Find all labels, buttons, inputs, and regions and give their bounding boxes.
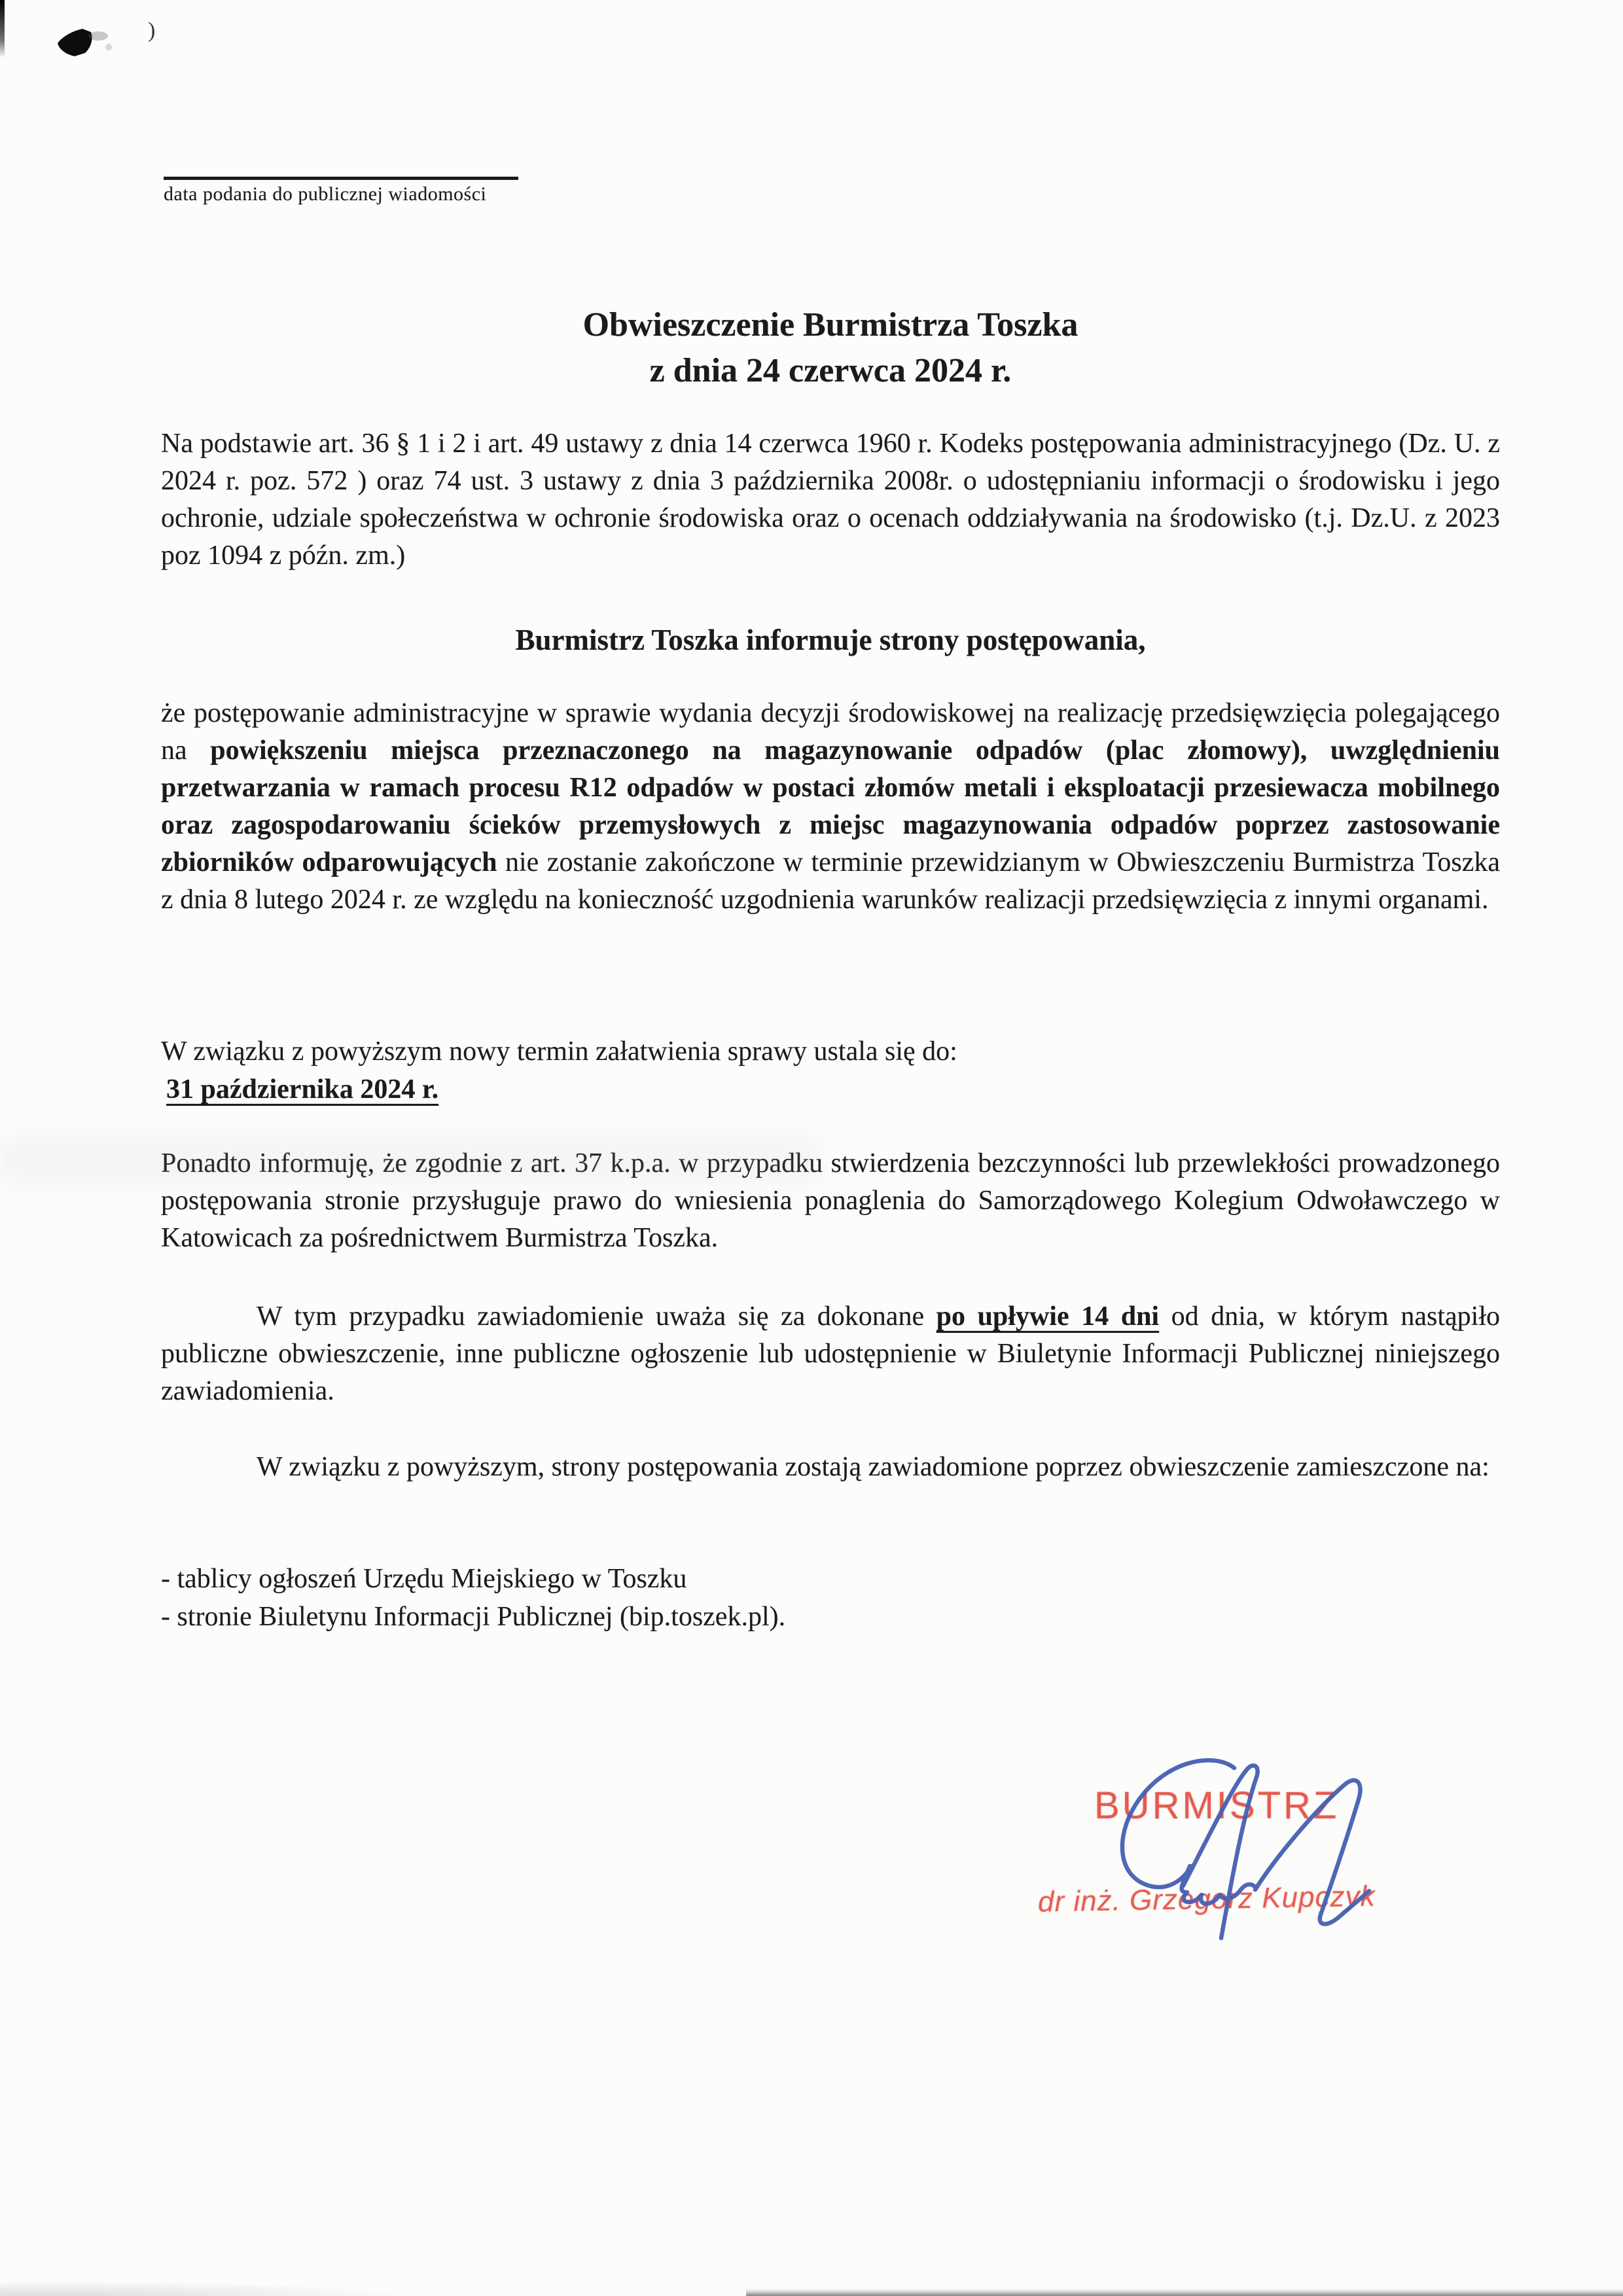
scan-bottom-smudge-left	[0, 2279, 458, 2296]
deadline-intro: W związku z powyższym nowy termin załatwienia sprawy ustala się do:	[161, 1036, 957, 1067]
main-information-paragraph	[161, 695, 1500, 919]
main-paragraph-tail: nie zostanie zakończone w terminie przewidzianym w Obwieszczeniu Burmistrza Toszka z dnia 8 lutego 2024 r. ze względu na konieczność uzgodnienia warunków realizacji przedsięwzięcia z innymi organami.	[161, 847, 1501, 915]
publication-places-list	[161, 1560, 1500, 1636]
project-description-bold: powiększeniu miejsca przeznaczonego na magazynowanie odpadów (plac złomowy), uwzględnieniu przetwarzania w ramach procesu R12 odpadów w postaci złomów metali i eksploatacji przesiewacza mobilnego oraz zagospodarowaniu ścieków przemysłowych z miejsc magazynowania odpadów poprzez zastosowanie zbiorników odparowujących	[161, 735, 1500, 877]
list-item: - tablicy ogłoszeń Urzędu Miejskiego w Toszku	[161, 1564, 687, 1594]
publication-date-field	[164, 177, 518, 205]
new-deadline-paragraph	[161, 1033, 1500, 1108]
announcement-subtitle: Burmistrz Toszka informuje strony postępowania,	[515, 624, 1146, 656]
handwritten-signature-ink	[1099, 1754, 1387, 1950]
legal-basis-paragraph: Na podstawie art. 36 § 1 i 2 i art. 49 ustawy z dnia 14 czerwca 1960 r. Kodeks postępowania administracyjnego (Dz. U. z 2024 r. poz. 572 ) oraz 74 ust. 3 ustawy z dnia 3 października 2008r. o udostępnianiu informacji o środowisku i jego ochronie, udziale społeczeństwa w ochronie środowiska oraz o ocenach oddziaływania na środowisko (t.j. Dz.U. z 2023 poz 1094 z późn. zm.)	[161, 429, 1500, 571]
mayor-stamp-name: dr inż. Grzegorz Kupczyk	[1037, 1880, 1376, 1918]
scan-bottom-smudge	[746, 2288, 1623, 2296]
remedy-rights-paragraph: Ponadto informuję, że zgodnie z art. 37 k.p.a. w przypadku stwierdzenia bezczynności lub przewlekłości prowadzonego postępowania stronie przysługuje prawo do wniesienia ponaglenia do Samorządowego Kolegium Odwoławczego w Katowicach za pośrednictwem Burmistrza Toszka.	[161, 1148, 1500, 1253]
date-caption: data podania do publicznej wiadomości	[164, 183, 487, 205]
deadline-date: 31 października 2024 r.	[166, 1074, 439, 1104]
notification-tail: od dnia, w którym nastąpiło publiczne obwieszczenie, inne publiczne ogłoszenie lub udostępnienie w Biuletynie Informacji Publicznej niniejszego zawiadomienia.	[161, 1301, 1500, 1406]
scan-ink-mark: )	[148, 18, 156, 43]
scan-edge-artifact	[0, 0, 5, 58]
list-item: - stronie Biuletynu Informacji Publicznej (bip.toszek.pl).	[161, 1602, 786, 1632]
main-paragraph-lead: że postępowanie administracyjne w sprawie wydania decyzji środowiskowej na realizację przedsięwzięcia polegającego na	[161, 698, 1500, 766]
scan-blob-artifact	[56, 27, 115, 59]
fourteen-days-bold-underline: po upływie 14 dni	[936, 1301, 1160, 1332]
parties-notified-paragraph: W związku z powyższym, strony postępowania zostają zawiadomione poprzez obwieszczenie zamieszczone na:	[257, 1452, 1489, 1482]
title-line-2: z dnia 24 czerwca 2024 r.	[649, 352, 1012, 389]
mayor-stamp-title: BURMISTRZ	[1094, 1784, 1340, 1827]
notification-effect-paragraph	[161, 1298, 1500, 1410]
notification-lead: W tym przypadku zawiadomienie uważa się za dokonane	[257, 1301, 936, 1332]
scan-shading-band	[0, 1137, 818, 1183]
document-title	[161, 302, 1500, 394]
title-line-1: Obwieszczenie Burmistrza Toszka	[582, 306, 1079, 344]
